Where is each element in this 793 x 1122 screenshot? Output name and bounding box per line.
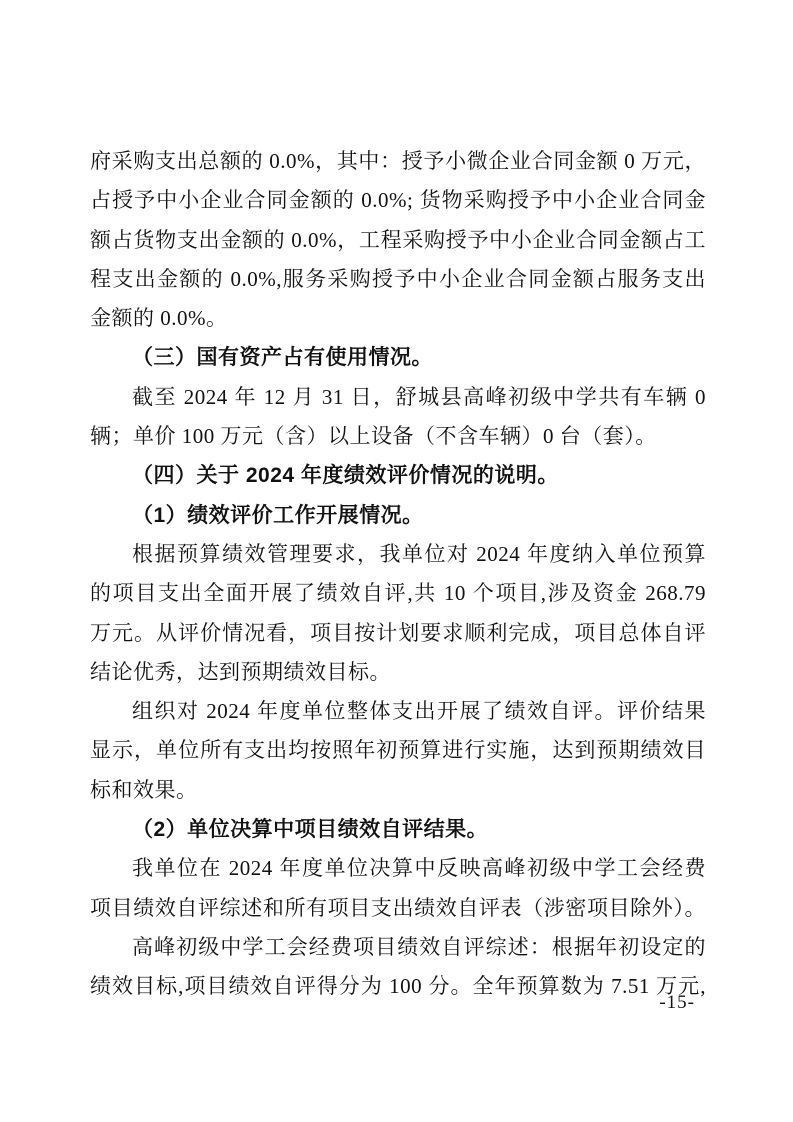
section-heading: （2）单位决算中项目绩效自评结果。	[132, 818, 489, 842]
text-line: 项目绩效自评综述和所有项目支出绩效自评表（涉密项目除外）。	[90, 895, 706, 920]
section-heading: （三）国有资产占有使用情况。	[132, 346, 433, 370]
text-line: 程支出金额的 0.0%,服务采购授予中小企业合同金额占服务支出	[90, 266, 706, 291]
text-line: 显示，单位所有支出均按照年初预算进行实施，达到预期绩效目	[90, 738, 706, 763]
text-line: 结论优秀，达到预期绩效目标。	[90, 659, 391, 684]
text-line: 的项目支出全面开展了绩效自评,共 10 个项目,涉及资金 268.79	[90, 581, 706, 606]
text-line: 金额的 0.0%。	[90, 306, 228, 331]
text-line: 辆；单价 100 万元（含）以上设备（不含车辆）0 台（套）。	[90, 424, 657, 449]
text-line: 额占货物支出金额的 0.0%，工程采购授予中小企业合同金额占工	[90, 227, 706, 252]
document-body	[90, 142, 706, 1007]
text-line: 高峰初级中学工会经费项目绩效自评综述：根据年初设定的	[132, 934, 706, 959]
text-line: 府采购支出总额的 0.0%，其中：授予小微企业合同金额 0 万元，	[90, 149, 706, 173]
page-number: -15-	[659, 992, 695, 1013]
text-line: 占授予中小企业合同金额的 0.0%; 货物采购授予中小企业合同金	[90, 188, 706, 213]
text-line: 标和效果。	[90, 777, 198, 802]
section-heading: （四）关于 2024 年度绩效评价情况的说明。	[132, 464, 559, 488]
text-line: 我单位在 2024 年度单位决算中反映高峰初级中学工会经费	[132, 856, 706, 881]
text-line: 绩效目标,项目绩效自评得分为 100 分。全年预算数为 7.51 万元,	[90, 974, 706, 999]
section-heading: （1）绩效评价工作开展情况。	[132, 503, 424, 527]
text-line: 截至 2024 年 12 月 31 日，舒城县高峰初级中学共有车辆 0	[132, 384, 706, 409]
text-line: 根据预算绩效管理要求，我单位对 2024 年度纳入单位预算	[132, 541, 706, 566]
text-line: 万元。从评价情况看，项目按计划要求顺利完成，项目总体自评	[90, 620, 706, 645]
text-line: 组织对 2024 年度单位整体支出开展了绩效自评。评价结果	[132, 699, 706, 724]
